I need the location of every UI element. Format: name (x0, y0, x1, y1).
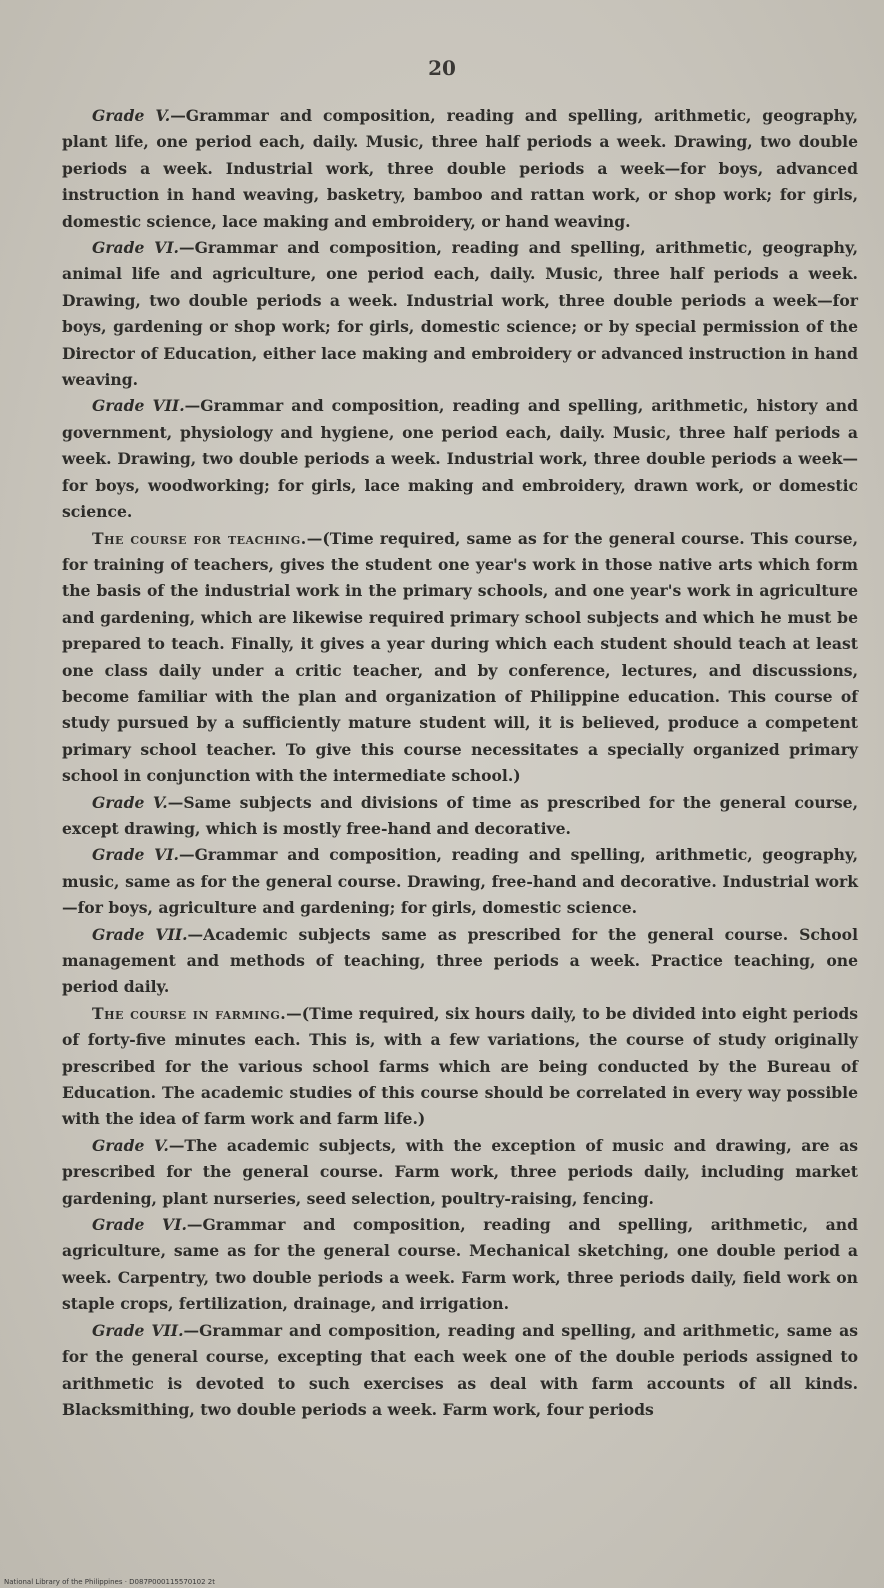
grade-label: Grade V. (92, 792, 168, 812)
grade-label: Grade VII. (92, 1320, 184, 1340)
paragraph-text: —Grammar and composition, reading and spelling, arithmetic, geography, plant life, one period each, daily. Music, three half periods a week. Drawing, two double periods a week. Industrial work, three double periods a week—for boys, advanced instruction in hand weaving, basketry, bamboo and rattan work, or shop work; for girls, domestic science, lace making and embroidery, or hand weaving. (62, 106, 858, 231)
paragraph (62, 1133, 858, 1212)
course-heading: The course for teaching. (92, 528, 307, 548)
library-footer: National Library of the Philippines · D087P000115570102 2t (4, 1578, 216, 1586)
grade-label: Grade VI. (92, 845, 179, 865)
grade-label: Grade VI. (92, 238, 179, 258)
paragraph-text: —Same subjects and divisions of time as prescribed for the general course, except drawing, which is mostly free-hand and decorative. (62, 792, 858, 838)
paragraph-text: —Grammar and composition, reading and spelling, arithmetic, and agriculture, same as for the general course. Mechanical sketching, one double period a week. Carpentry, two double periods a week. Farm work, three periods daily, field work on staple crops, fertilization, drainage, and irrigation. (62, 1215, 858, 1314)
paragraph (62, 790, 858, 843)
paragraph-text: —The academic subjects, with the exception of music and drawing, are as prescribed for the general course. Farm work, three periods daily, including market gardening, plant nurseries, seed selection, poultry-raising, fencing. (62, 1135, 858, 1208)
grade-label: Grade V. (92, 1135, 169, 1155)
paragraph (62, 842, 858, 921)
paragraph (62, 1001, 858, 1133)
paragraph (62, 526, 858, 790)
grade-label: Grade VII. (92, 924, 188, 944)
paragraph-text: —Grammar and composition, reading and spelling, arithmetic, geography, animal life and agriculture, one period each, daily. Music, three half periods a week. Drawing, two double periods a week. Industrial work, three double periods a week—for boys, gardening or shop work; for girls, domestic science; or by special permission of the Director of Education, either lace making and embroidery or advanced instruction in hand weaving. (62, 238, 858, 390)
paragraph-text: —Grammar and composition, reading and spelling, arithmetic, history and government, physiology and hygiene, one period each, daily. Music, three half periods a week. Drawing, two double periods a week. Industrial work, three double periods a week—for boys, woodworking; for girls, lace making and embroidery, drawn work, or domestic science. (62, 396, 858, 522)
paragraph-text: —(Time required, same as for the general course. This course, for training of teachers, gives the student one year's work in those native arts which form the basis of the industrial work in the primary schools, and one year's work in agriculture and gardening, which are likewise required primary school subjects and which he must be prepared to teach. Finally, it gives a year during which each student should teach at least one class daily under a critic teacher, and by conference, lectures, and discussions, become familiar with the plan and organization of Philippine education. This course of study pursued by a sufficiently mature student will, it is believed, produce a competent primary school teacher. To give this course necessitates a specially organized primary school in conjunction with the intermediate school.) (62, 528, 858, 786)
paragraph (62, 1318, 858, 1424)
page-number: 20 (428, 56, 456, 80)
paragraph (62, 1212, 858, 1318)
paragraph (62, 103, 858, 235)
grade-label: Grade V. (92, 106, 171, 125)
paragraph (62, 393, 858, 525)
paragraph-text: —Grammar and composition, reading and spelling, arithmetic, geography, music, same as for the general course. Drawing, free-hand and decorative. Industrial work—for boys, agriculture and gardening; for girls, domestic science. (62, 845, 858, 918)
grade-label: Grade VI. (92, 1215, 187, 1235)
paragraph (62, 922, 858, 1001)
paragraph-text: —Grammar and composition, reading and spelling, and arithmetic, same as for the general course, excepting that each week one of the double periods assigned to arithmetic is devoted to such exercises as deal with farm accounts of all kinds. Blacksmithing, two double periods a week. Farm work, four periods (62, 1320, 858, 1419)
paragraph-text: —(Time required, six hours daily, to be divided into eight periods of forty-five minutes each. This is, with a few variations, the course of study originally prescribed for the various school farms which are being conducted by the Bureau of Education. The academic studies of this course should be correlated in every way possible with the idea of farm work and farm life.) (62, 1003, 859, 1129)
course-heading: The course in farming. (92, 1003, 287, 1023)
paragraph (62, 235, 858, 393)
body-text (62, 103, 858, 1423)
grade-label: Grade VII. (92, 396, 185, 416)
paragraph-text: —Academic subjects same as prescribed for the general course. School management and methods of teaching, three periods a week. Practice teaching, one period daily. (62, 924, 858, 997)
